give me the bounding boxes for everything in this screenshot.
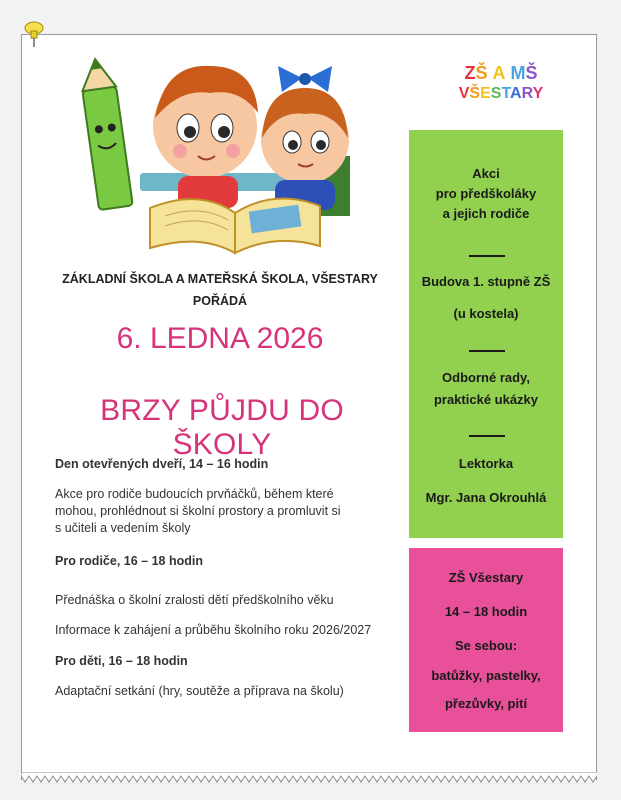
- parents-item-1: Přednáška o školní zralosti dětí předškolního věku: [55, 593, 334, 607]
- bring-label: Se sebou:: [454, 638, 518, 653]
- open-day-line-1: Akce pro rodiče budoucích prvňáčků, během které: [55, 487, 334, 501]
- lecturer-name: Mgr. Jana Okrouhlá: [425, 490, 547, 505]
- logo-letter: Š: [475, 63, 488, 83]
- pencil-character: [78, 57, 133, 210]
- school-name: ZÁKLADNÍ ŠKOLA A MATEŘSKÁ ŠKOLA, VŠESTARY: [62, 272, 378, 286]
- open-day-line-2: mohou, prohlédnout si školní prostory a promluvit si: [55, 504, 341, 518]
- parents-heading: Pro rodiče, 16 – 18 hodin: [55, 554, 203, 568]
- logo-letter: S: [490, 85, 502, 102]
- bring-line-2: přezůvky, pití: [444, 696, 528, 711]
- info-box-green: [409, 130, 563, 538]
- logo-letter: A: [492, 63, 506, 83]
- open-day-line-3: s učiteli a vedením školy: [55, 521, 191, 535]
- pink-time: 14 – 18 hodin: [444, 604, 528, 619]
- torn-edge: [21, 772, 597, 786]
- green-line-3: a jejich rodiče: [442, 206, 530, 221]
- logo-letter: Š: [525, 63, 538, 83]
- logo-line-2: [446, 84, 556, 104]
- location-line-1: Budova 1. stupně ZŠ: [421, 274, 551, 289]
- pushpin-icon: [22, 20, 46, 48]
- logo-letter: T: [501, 85, 511, 102]
- location-line-2: (u kostela): [453, 306, 519, 321]
- school-logo: [446, 62, 556, 104]
- presents-label: POŘÁDÁ: [192, 294, 248, 308]
- separator: [469, 255, 505, 257]
- logo-letter: M: [510, 63, 526, 83]
- bring-line-1: batůžky, pastelky,: [431, 668, 541, 683]
- logo-letter: A: [510, 85, 522, 102]
- logo-letter: V: [458, 85, 470, 102]
- logo-letter: R: [521, 85, 533, 102]
- event-title: BRZY PŮJDU DO ŠKOLY: [100, 394, 344, 461]
- green-line-2: pro předškoláky: [435, 186, 537, 201]
- info-box-pink: [409, 548, 563, 732]
- separator: [469, 435, 505, 437]
- advice-line-2: praktické ukázky: [433, 392, 539, 407]
- logo-letter: Z: [464, 63, 476, 83]
- children-reading-illustration: [70, 48, 370, 258]
- open-book: [150, 198, 320, 253]
- green-line-1: Akci: [472, 166, 500, 181]
- kids-item-1: Adaptační setkání (hry, soutěže a příprava na školu): [55, 684, 344, 698]
- advice-line-1: Odborné rady,: [442, 370, 530, 385]
- separator: [469, 350, 505, 352]
- pink-place: ZŠ Všestary: [448, 570, 524, 585]
- logo-letter: E: [480, 85, 491, 102]
- logo-letter: Š: [469, 85, 481, 102]
- logo-letter: Y: [532, 85, 544, 102]
- lecturer-label: Lektorka: [458, 456, 514, 471]
- open-day-heading: Den otevřených dveří, 14 – 16 hodin: [55, 457, 269, 471]
- logo-line-1: [446, 62, 556, 84]
- parents-item-2: Informace k zahájení a průběhu školního roku 2026/2027: [55, 623, 372, 637]
- event-date: 6. LEDNA 2026: [116, 322, 324, 355]
- kids-heading: Pro děti, 16 – 18 hodin: [55, 654, 188, 668]
